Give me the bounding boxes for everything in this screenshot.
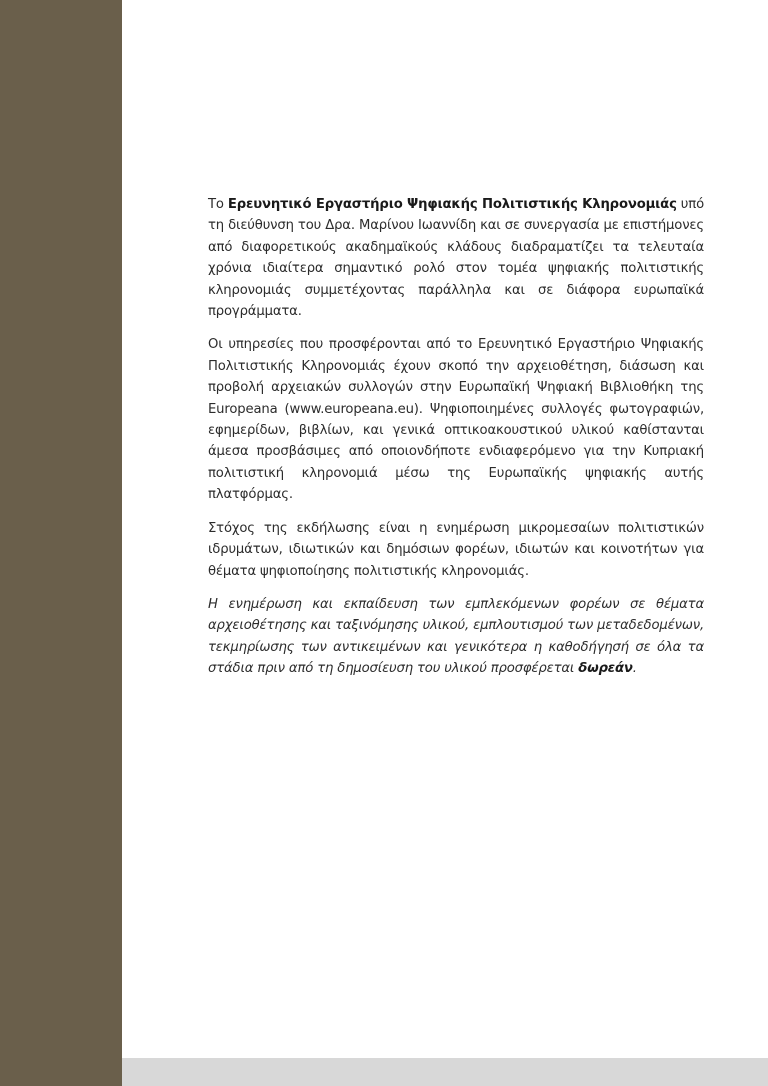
bottom-footer-band xyxy=(122,1058,768,1086)
lab-name: Ερευνητικό Εργαστήριο Ψηφιακής Πολιτιστικής Κληρονομιάς xyxy=(227,197,677,212)
left-sidebar-band xyxy=(0,0,122,1086)
paragraph-services: Οι υπηρεσίες που προσφέρονται από το Ερευνητικό Εργαστήριο Ψηφιακής Πολιτιστικής Κληρονομιάς έχουν σκοπό την αρχειοθέτηση, διάσωση και προβολή αρχειακών συλλογών στην Ευρωπαϊκή Ψηφιακή Βιβλιοθήκη της Europeana (www.europeana.eu). Ψηφιοποιημένες συλλογές φωτογραφιών, εφημερίδων, βιβλίων, και γενικά οπτικοακουστικού υλικού καθίστανται άμεσα προσβάσιμες από οποιονδήποτε ενδιαφερόμενο για την Κυπριακή πολιτιστική κληρονομιά μέσω της Ευρωπαϊκής ψηφιακής αυτής πλατφόρμας. xyxy=(208,337,704,503)
intro-prefix: Το xyxy=(208,197,228,212)
document-body xyxy=(208,194,704,692)
paragraph-free-training xyxy=(208,594,704,680)
free-highlight: δωρεάν xyxy=(578,661,633,677)
training-text: Η ενημέρωση και εκπαίδευση των εμπλεκόμενων φορέων σε θέματα αρχειοθέτησης και ταξινόμησης υλικού, εμπλουτισμού των μεταδεδομένων, τεκμηρίωσης των αντικειμένων και γενικότερα η καθοδήγησή σε όλα τα στάδια πριν από τη δημοσίευση του υλικού προσφέρεται xyxy=(208,596,704,677)
paragraph-intro xyxy=(208,194,704,322)
paragraph-goal: Στόχος της εκδήλωσης είναι η ενημέρωση μικρομεσαίων πολιτιστικών ιδρυμάτων, ιδιωτικών και δημόσιων φορέων, ιδιωτών και κοινοτήτων για θέματα ψηφιοποίησης πολιτιστικής κληρονομιάς. xyxy=(208,520,704,579)
training-end: . xyxy=(632,661,637,677)
intro-text: υπό τη διεύθυνση του Δρα. Μαρίνου Ιωαννίδη και σε συνεργασία με επιστήμονες από διαφορετικούς ακαδημαϊκούς κλάδους διαδραματίζει τα τελευταία χρόνια ιδιαίτερα σημαντικό ρολό στον τομέα ψηφιακής πολιτιστικής κληρονομιάς συμμετέχοντας παράλληλα και σε διάφορα ευρωπαϊκά προγράμματα. xyxy=(208,197,704,320)
